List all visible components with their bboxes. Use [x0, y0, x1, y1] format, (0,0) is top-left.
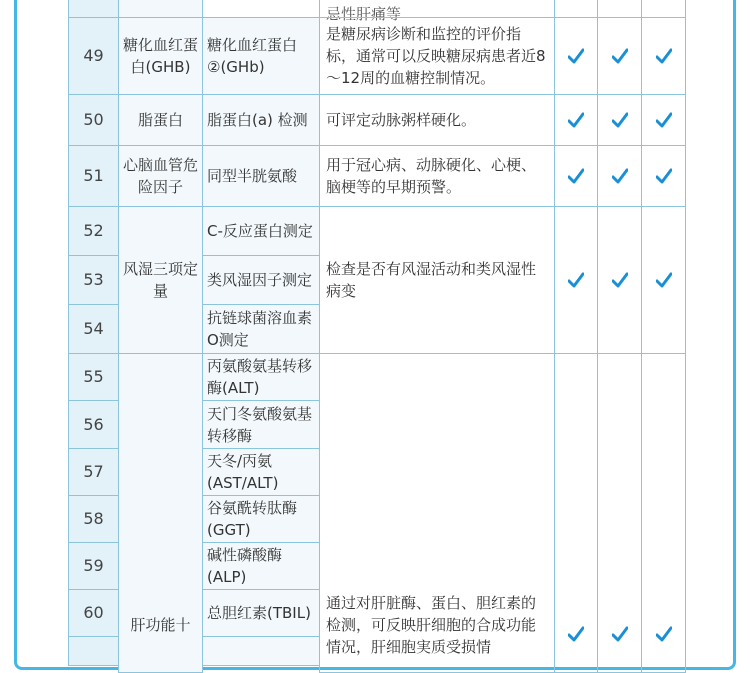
check-cell	[641, 145, 686, 207]
item-cell	[202, 495, 320, 543]
item-label: 抗链球菌溶血素O测定	[207, 309, 313, 349]
category-cell	[118, 353, 203, 673]
table-cell-num	[68, 0, 119, 18]
check-cell	[554, 17, 598, 95]
item-label: 谷氨酰转肽酶(GGT)	[207, 499, 298, 539]
category-cell	[118, 145, 203, 207]
check-cell	[641, 94, 686, 146]
check-icon	[612, 48, 628, 64]
description-text: 检查是否有风湿活动和类风湿性病变	[326, 260, 537, 300]
check-cell	[597, 353, 642, 673]
item-label: 天门冬氨酸氨基转移酶	[207, 404, 313, 445]
check-cell	[554, 206, 598, 354]
category-cell	[118, 94, 203, 146]
row-number: 53	[68, 255, 119, 305]
item-label: 糖化血红蛋白②(GHb)	[207, 36, 298, 76]
row-number: 49	[68, 17, 119, 95]
description-cell	[319, 17, 555, 95]
item-cell	[202, 145, 320, 207]
item-cell	[202, 400, 320, 449]
description-cell	[319, 206, 555, 354]
description-text: 可评定动脉粥样硬化。	[326, 111, 477, 129]
row-number: 55	[68, 353, 119, 401]
check-cell	[641, 353, 686, 673]
check-cell	[554, 0, 598, 18]
item-cell	[202, 589, 320, 637]
check-icon	[612, 112, 628, 128]
item-cell	[202, 304, 320, 354]
check-icon	[656, 48, 672, 64]
item-cell	[202, 17, 320, 95]
row-number: 56	[68, 400, 119, 449]
item-label: 类风湿因子测定	[207, 271, 313, 289]
row-number	[68, 636, 119, 666]
table-cell-item	[202, 0, 320, 18]
check-icon	[656, 168, 672, 184]
check-cell	[597, 145, 642, 207]
category-cell	[118, 206, 203, 354]
item-cell	[202, 353, 320, 401]
check-cell	[554, 145, 598, 207]
row-number: 51	[68, 145, 119, 207]
item-cell	[202, 448, 320, 496]
check-icon	[656, 272, 672, 288]
check-icon	[612, 168, 628, 184]
check-icon	[656, 112, 672, 128]
item-label: 丙氨酸氨基转移酶(ALT)	[207, 357, 313, 397]
row-number: 54	[68, 304, 119, 354]
category-label: 风湿三项定量	[123, 260, 199, 300]
category-label: 糖化血红蛋白(GHB)	[123, 36, 199, 76]
description-cell	[319, 353, 555, 673]
table-cell-category	[118, 0, 203, 18]
category-cell	[118, 17, 203, 95]
category-label: 心脑血管危险因子	[123, 156, 199, 196]
item-label: 总胆红素(TBIL)	[207, 604, 311, 622]
check-icon	[568, 168, 584, 184]
check-cell	[641, 0, 686, 18]
check-cell	[597, 17, 642, 95]
item-label: 碱性磷酸酶(ALP)	[207, 546, 283, 586]
row-number: 57	[68, 448, 119, 496]
item-cell	[202, 542, 320, 590]
check-icon	[568, 112, 584, 128]
check-icon	[568, 48, 584, 64]
check-cell	[597, 94, 642, 146]
check-icon	[568, 272, 584, 288]
check-cell	[641, 206, 686, 354]
row-number: 50	[68, 94, 119, 146]
check-cell	[597, 206, 642, 354]
item-cell	[202, 255, 320, 305]
category-label: 脂蛋白	[137, 111, 183, 129]
desc-text: 忌性肝痛等	[326, 5, 402, 23]
description-text: 通过对肝脏酶、蛋白、胆红素的检测，可反映肝细胞的合成功能情况，肝细胞実质受损情	[326, 594, 537, 656]
description-text: 是糖尿病诊断和监控的评价指标，通常可以反映糖尿病患者近8～12周的血糖控制情况。	[326, 25, 546, 87]
check-cell	[597, 0, 642, 18]
row-number: 60	[68, 589, 119, 637]
check-cell	[641, 17, 686, 95]
row-number: 58	[68, 495, 119, 543]
item-cell	[202, 636, 320, 666]
check-icon	[612, 272, 628, 288]
item-cell	[202, 206, 320, 256]
item-label: 天冬/丙氨(AST/ALT)	[207, 452, 279, 492]
row-number: 52	[68, 206, 119, 256]
item-label: 脂蛋白(a) 检测	[207, 111, 308, 129]
table-cell-desc	[319, 0, 555, 23]
row-number: 59	[68, 542, 119, 590]
description-cell	[319, 145, 555, 207]
description-text: 用于冠心病、动脉硬化、心梗、脑梗等的早期预警。	[326, 156, 537, 196]
check-cell	[554, 94, 598, 146]
item-label: 同型半胱氨酸	[207, 167, 298, 185]
item-label: C-反应蛋白测定	[207, 222, 313, 240]
item-cell	[202, 94, 320, 146]
category-label: 肝功能十	[130, 616, 191, 634]
description-cell	[319, 94, 555, 146]
check-cell	[554, 353, 598, 673]
